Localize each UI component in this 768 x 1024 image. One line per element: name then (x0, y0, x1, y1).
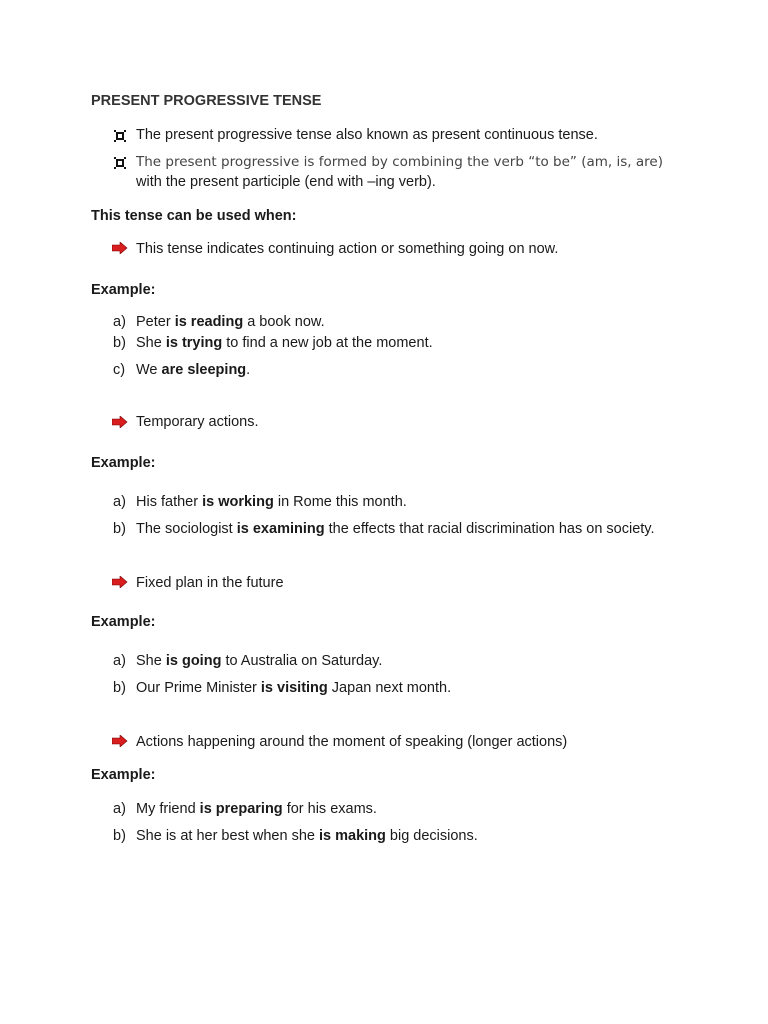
rule-text: Temporary actions. (136, 414, 259, 430)
example-label: Example: (91, 614, 156, 630)
square-bullet-icon (114, 157, 126, 169)
example-sentence: She is going to Australia on Saturday. (136, 653, 383, 669)
example-letter: a) (113, 801, 126, 817)
red-arrow-icon (112, 242, 128, 254)
red-arrow-icon (112, 735, 128, 747)
example-sentence: She is at her best when she is making big decisions. (136, 828, 478, 844)
example-sentence: Our Prime Minister is visiting Japan next month. (136, 680, 452, 696)
example-letter: a) (113, 314, 126, 330)
square-bullet-icon (114, 130, 126, 142)
usage-heading: This tense can be used when: (91, 208, 297, 224)
intro-bullet-text-continued: with the present participle (end with –ing verb). (136, 174, 436, 190)
rule-text: This tense indicates continuing action or something going on now. (136, 241, 559, 257)
example-letter: a) (113, 494, 126, 510)
example-letter: c) (113, 362, 126, 378)
example-sentence: The sociologist is examining the effects that racial discrimination has on society. (136, 521, 655, 537)
example-label: Example: (91, 455, 156, 471)
example-sentence: My friend is preparing for his exams. (136, 801, 377, 817)
intro-bullet-text: The present progressive is formed by combining the verb “to be” (am, is, are) (136, 154, 663, 170)
example-sentence: We are sleeping. (136, 362, 251, 378)
example-letter: b) (113, 521, 126, 537)
example-sentence: His father is working in Rome this month. (136, 494, 407, 510)
example-letter: b) (113, 680, 126, 696)
page-title: PRESENT PROGRESSIVE TENSE (91, 93, 322, 109)
example-letter: b) (113, 335, 126, 351)
rule-text: Actions happening around the moment of speaking (longer actions) (136, 734, 568, 750)
example-label: Example: (91, 767, 156, 783)
example-letter: b) (113, 828, 126, 844)
rule-text: Fixed plan in the future (136, 575, 284, 591)
example-label: Example: (91, 282, 156, 298)
example-sentence: She is trying to find a new job at the moment. (136, 335, 433, 351)
intro-bullet-text: The present progressive tense also known as present continuous tense. (136, 127, 598, 143)
red-arrow-icon (112, 416, 128, 428)
example-sentence: Peter is reading a book now. (136, 314, 325, 330)
example-letter: a) (113, 653, 126, 669)
red-arrow-icon (112, 576, 128, 588)
